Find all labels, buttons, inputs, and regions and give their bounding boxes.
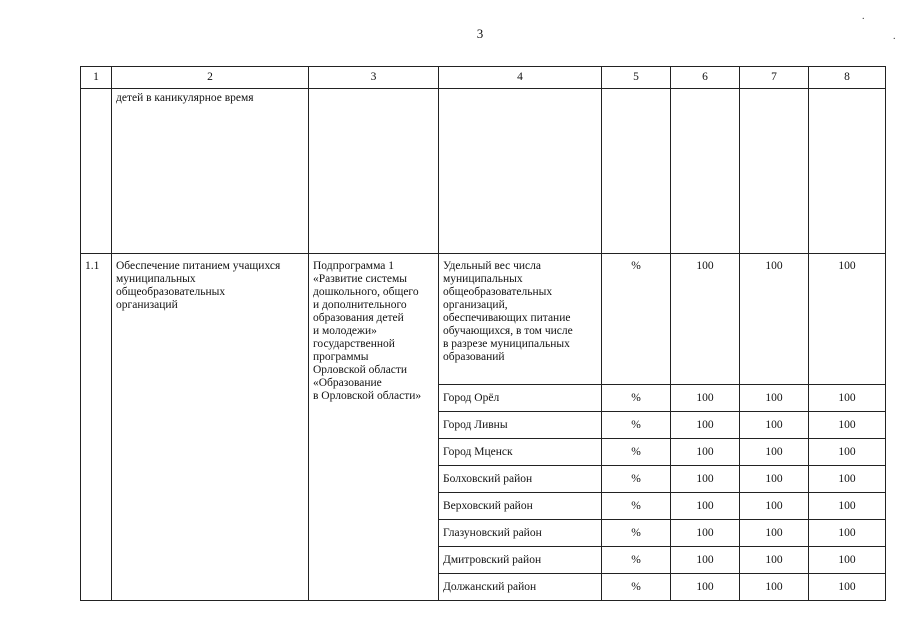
district-unit: % [602,574,671,601]
district-value-7: 100 [740,439,809,466]
district-unit: % [602,547,671,574]
district-value-8: 100 [809,385,886,412]
district-value-7: 100 [740,574,809,601]
header-row [81,67,886,89]
district-name: Город Мценск [439,439,602,466]
district-name: Болховский район [439,466,602,493]
district-value-6: 100 [671,574,740,601]
column-header: 4 [439,67,602,89]
district-value-8: 100 [809,466,886,493]
district-name: Город Орёл [439,385,602,412]
item-program: Подпрограмма 1 «Развитие системы дошкольного, общего и дополнительного образования детей и молодежи» государственной программы Орловской области «Образование в Орловской области» [309,254,439,601]
item-value-8: 100 [809,254,886,385]
item-value-6: 100 [671,254,740,385]
district-value-8: 100 [809,574,886,601]
item-unit: % [602,254,671,385]
district-unit: % [602,493,671,520]
district-value-7: 100 [740,493,809,520]
table-cell [81,89,112,254]
column-header: 6 [671,67,740,89]
district-value-7: 100 [740,385,809,412]
column-header: 2 [112,67,309,89]
district-value-7: 100 [740,547,809,574]
district-value-8: 100 [809,412,886,439]
district-value-7: 100 [740,520,809,547]
scan-speck: . [893,31,896,42]
district-value-6: 100 [671,412,740,439]
table-cell [740,89,809,254]
column-header: 8 [809,67,886,89]
district-value-6: 100 [671,385,740,412]
scan-speck: . [862,11,865,22]
district-value-8: 100 [809,547,886,574]
district-name: Должанский район [439,574,602,601]
page-number: 3 [476,26,484,41]
column-header: 1 [81,67,112,89]
district-name: Верховский район [439,493,602,520]
column-header: 5 [602,67,671,89]
item-row [81,254,886,385]
district-value-6: 100 [671,466,740,493]
district-value-6: 100 [671,547,740,574]
table-cell [439,89,602,254]
district-unit: % [602,466,671,493]
district-value-7: 100 [740,412,809,439]
table-cell [809,89,886,254]
district-unit: % [602,412,671,439]
item-value-7: 100 [740,254,809,385]
district-value-6: 100 [671,493,740,520]
item-indicator: Удельный вес числа муниципальных общеобразовательных организаций, обеспечивающих питание обучающихся, в том числе в разрезе муниципальных образований [439,254,602,385]
table-cell [602,89,671,254]
district-name: Город Ливны [439,412,602,439]
continued-text: детей в каникулярное время [112,89,309,254]
table-cell [671,89,740,254]
district-unit: % [602,385,671,412]
district-value-8: 100 [809,520,886,547]
district-value-8: 100 [809,439,886,466]
indicator-table [80,66,886,601]
continuation-row [81,89,886,254]
district-value-6: 100 [671,439,740,466]
district-name: Дмитровский район [439,547,602,574]
district-value-6: 100 [671,520,740,547]
district-value-7: 100 [740,466,809,493]
item-number: 1.1 [81,254,112,601]
table-cell [309,89,439,254]
district-unit: % [602,520,671,547]
column-header: 7 [740,67,809,89]
district-name: Глазуновский район [439,520,602,547]
district-value-8: 100 [809,493,886,520]
item-name: Обеспечение питанием учащихся муниципальных общеобразовательных организаций [112,254,309,601]
district-unit: % [602,439,671,466]
column-header: 3 [309,67,439,89]
